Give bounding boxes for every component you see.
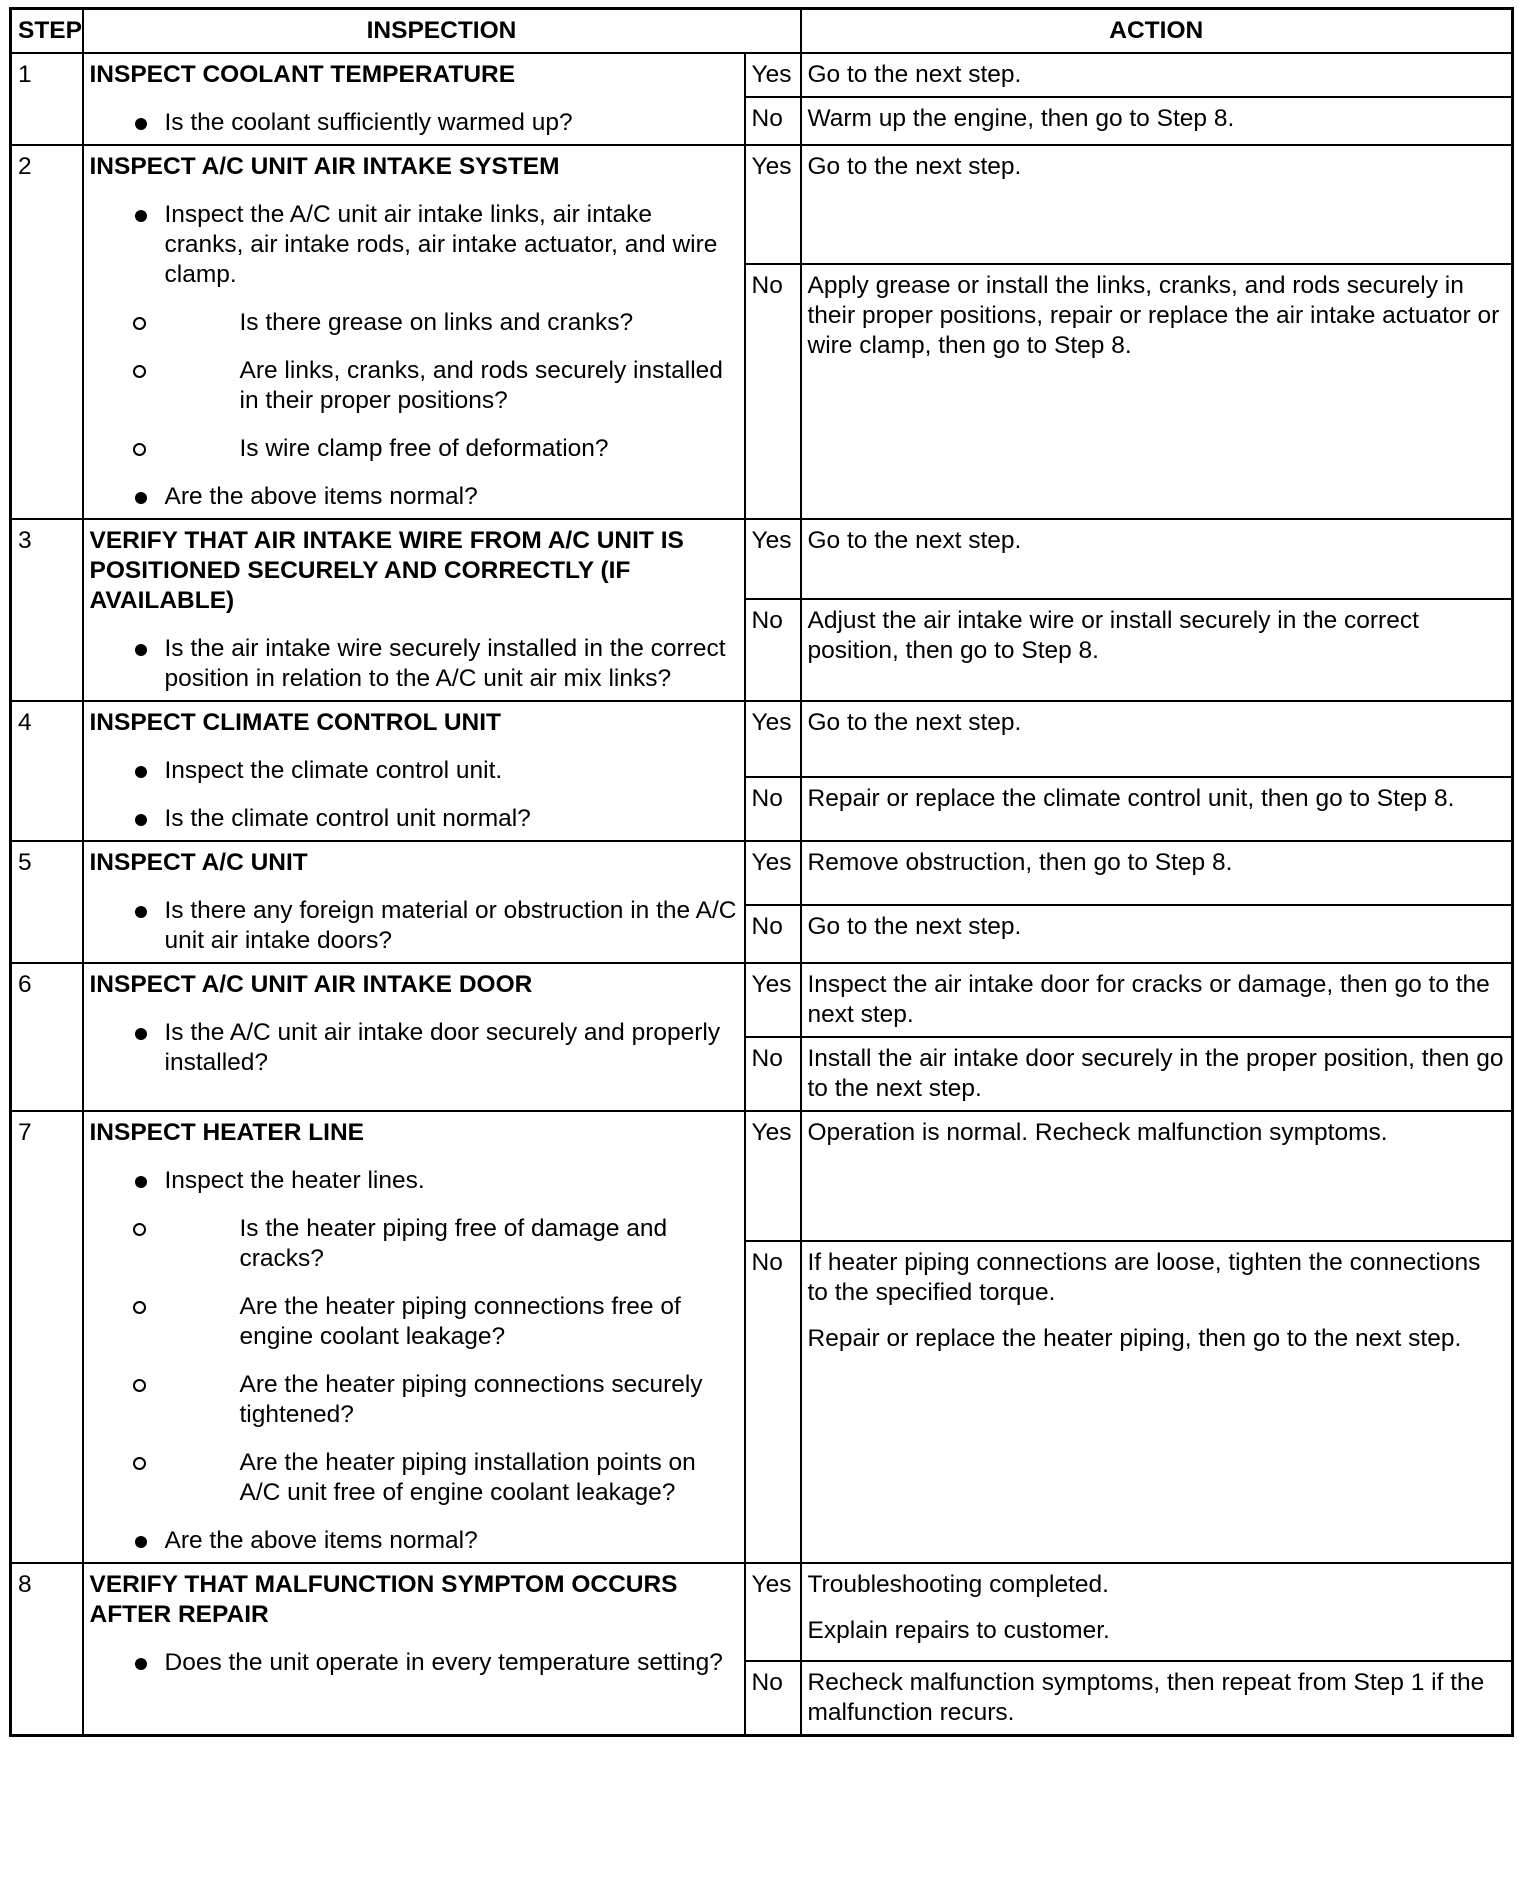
no-label: No xyxy=(745,264,801,519)
no-label: No xyxy=(745,1037,801,1111)
step-title: INSPECT HEATER LINE xyxy=(89,1119,365,1146)
no-action-text-2: Repair or replace the heater piping, then go to the next step. xyxy=(807,1325,1462,1352)
step-title: INSPECT CLIMATE CONTROL UNIT xyxy=(89,709,501,736)
step-number: 5 xyxy=(11,841,83,963)
header-row xyxy=(11,9,1513,54)
sub-bullet-item: Are the heater piping connections securely tightened? xyxy=(90,1370,738,1430)
sub-bullet-item: Are links, cranks, and rods securely installed in their proper positions? xyxy=(90,356,738,416)
yes-label: Yes xyxy=(745,1563,801,1661)
step-number: 1 xyxy=(11,53,83,145)
step-number: 2 xyxy=(11,145,83,519)
sub-bullet-item: Are the heater piping connections free of engine coolant leakage? xyxy=(90,1292,738,1352)
step-inspection xyxy=(83,963,745,1111)
yes-label: Yes xyxy=(745,519,801,599)
troubleshooting-table xyxy=(9,7,1514,1737)
step-number: 3 xyxy=(11,519,83,701)
no-label: No xyxy=(745,1661,801,1736)
no-action: Warm up the engine, then go to Step 8. xyxy=(801,97,1513,145)
sub-bullet-item: Is there grease on links and cranks? xyxy=(90,308,738,338)
no-action: Go to the next step. xyxy=(801,905,1513,963)
bullet-item: Is there any foreign material or obstruction in the A/C unit air intake doors? xyxy=(90,896,738,956)
step-5-yes-row xyxy=(11,841,1513,905)
yes-action-text: Troubleshooting completed. xyxy=(807,1571,1109,1598)
sub-bullet-item: Is the heater piping free of damage and cracks? xyxy=(90,1214,738,1274)
yes-action-text-2: Explain repairs to customer. xyxy=(807,1617,1110,1644)
step-inspection xyxy=(83,1111,745,1563)
no-label: No xyxy=(745,97,801,145)
step-title: VERIFY THAT AIR INTAKE WIRE FROM A/C UNIT IS POSITIONED SECURELY AND CORRECTLY (IF AVAILABLE) xyxy=(89,527,684,614)
sub-bullet-item: Is wire clamp free of deformation? xyxy=(90,434,738,464)
yes-action: Go to the next step. xyxy=(801,145,1513,264)
step-6-yes-row xyxy=(11,963,1513,1037)
yes-action xyxy=(801,1563,1513,1661)
bullet-item: Is the climate control unit normal? xyxy=(90,804,738,834)
no-action-text: If heater piping connections are loose, tighten the connections to the specified torque. xyxy=(807,1249,1481,1306)
step-title: INSPECT A/C UNIT AIR INTAKE DOOR xyxy=(89,971,533,998)
step-number: 6 xyxy=(11,963,83,1111)
bullet-text: Inspect the A/C unit air intake links, air intake cranks, air intake rods, air intake actuator, and wire clamp. xyxy=(164,201,718,288)
yes-label: Yes xyxy=(745,701,801,777)
step-number: 7 xyxy=(11,1111,83,1563)
step-number: 4 xyxy=(11,701,83,841)
step-inspection xyxy=(83,1563,745,1736)
bullet-item: Is the air intake wire securely installed in the correct position in relation to the A/C unit air mix links? xyxy=(90,634,738,694)
step-3-yes-row xyxy=(11,519,1513,599)
no-action: Apply grease or install the links, cranks, and rods securely in their proper positions, repair or replace the air intake actuator or wire clamp, then go to Step 8. xyxy=(801,264,1513,519)
no-label: No xyxy=(745,599,801,701)
bullet-item xyxy=(90,1166,738,1508)
bullet-item: Is the A/C unit air intake door securely and properly installed? xyxy=(90,1018,738,1078)
step-1-yes-row xyxy=(11,53,1513,97)
yes-action: Inspect the air intake door for cracks or damage, then go to the next step. xyxy=(801,963,1513,1037)
bullet-item: Does the unit operate in every temperature setting? xyxy=(90,1648,738,1678)
no-action: Install the air intake door securely in the proper position, then go to the next step. xyxy=(801,1037,1513,1111)
no-action xyxy=(801,1241,1513,1563)
yes-label: Yes xyxy=(745,841,801,905)
bullet-item: Are the above items normal? xyxy=(90,1526,738,1556)
bullet-item: Is the coolant sufficiently warmed up? xyxy=(90,108,738,138)
no-label: No xyxy=(745,1241,801,1563)
sub-bullet-item: Are the heater piping installation points on A/C unit free of engine coolant leakage? xyxy=(90,1448,738,1508)
bullet-text: Inspect the heater lines. xyxy=(164,1167,425,1194)
yes-action: Remove obstruction, then go to Step 8. xyxy=(801,841,1513,905)
yes-action: Go to the next step. xyxy=(801,519,1513,599)
step-title: INSPECT A/C UNIT xyxy=(89,849,308,876)
step-7-yes-row xyxy=(11,1111,1513,1241)
step-inspection xyxy=(83,841,745,963)
no-action: Recheck malfunction symptoms, then repeat from Step 1 if the malfunction recurs. xyxy=(801,1661,1513,1736)
step-4-yes-row xyxy=(11,701,1513,777)
step-number: 8 xyxy=(11,1563,83,1736)
bullet-item: Are the above items normal? xyxy=(90,482,738,512)
bullet-item: Inspect the climate control unit. xyxy=(90,756,738,786)
no-action: Repair or replace the climate control unit, then go to Step 8. xyxy=(801,777,1513,841)
step-inspection xyxy=(83,53,745,145)
step-title: INSPECT COOLANT TEMPERATURE xyxy=(89,61,516,88)
no-action: Adjust the air intake wire or install securely in the correct position, then go to Step 8. xyxy=(801,599,1513,701)
yes-label: Yes xyxy=(745,1111,801,1241)
step-inspection xyxy=(83,701,745,841)
yes-action: Operation is normal. Recheck malfunction symptoms. xyxy=(801,1111,1513,1241)
step-8-yes-row xyxy=(11,1563,1513,1661)
header-inspection: INSPECTION xyxy=(83,9,801,54)
yes-action: Go to the next step. xyxy=(801,701,1513,777)
step-inspection xyxy=(83,145,745,519)
step-2-yes-row xyxy=(11,145,1513,264)
step-title: VERIFY THAT MALFUNCTION SYMPTOM OCCURS AFTER REPAIR xyxy=(89,1571,678,1628)
step-title: INSPECT A/C UNIT AIR INTAKE SYSTEM xyxy=(89,153,560,180)
yes-label: Yes xyxy=(745,145,801,264)
yes-label: Yes xyxy=(745,963,801,1037)
yes-action: Go to the next step. xyxy=(801,53,1513,97)
bullet-item xyxy=(90,200,738,464)
no-label: No xyxy=(745,777,801,841)
step-inspection xyxy=(83,519,745,701)
header-action: ACTION xyxy=(801,9,1513,54)
no-label: No xyxy=(745,905,801,963)
header-step: STEP xyxy=(11,9,83,54)
yes-label: Yes xyxy=(745,53,801,97)
